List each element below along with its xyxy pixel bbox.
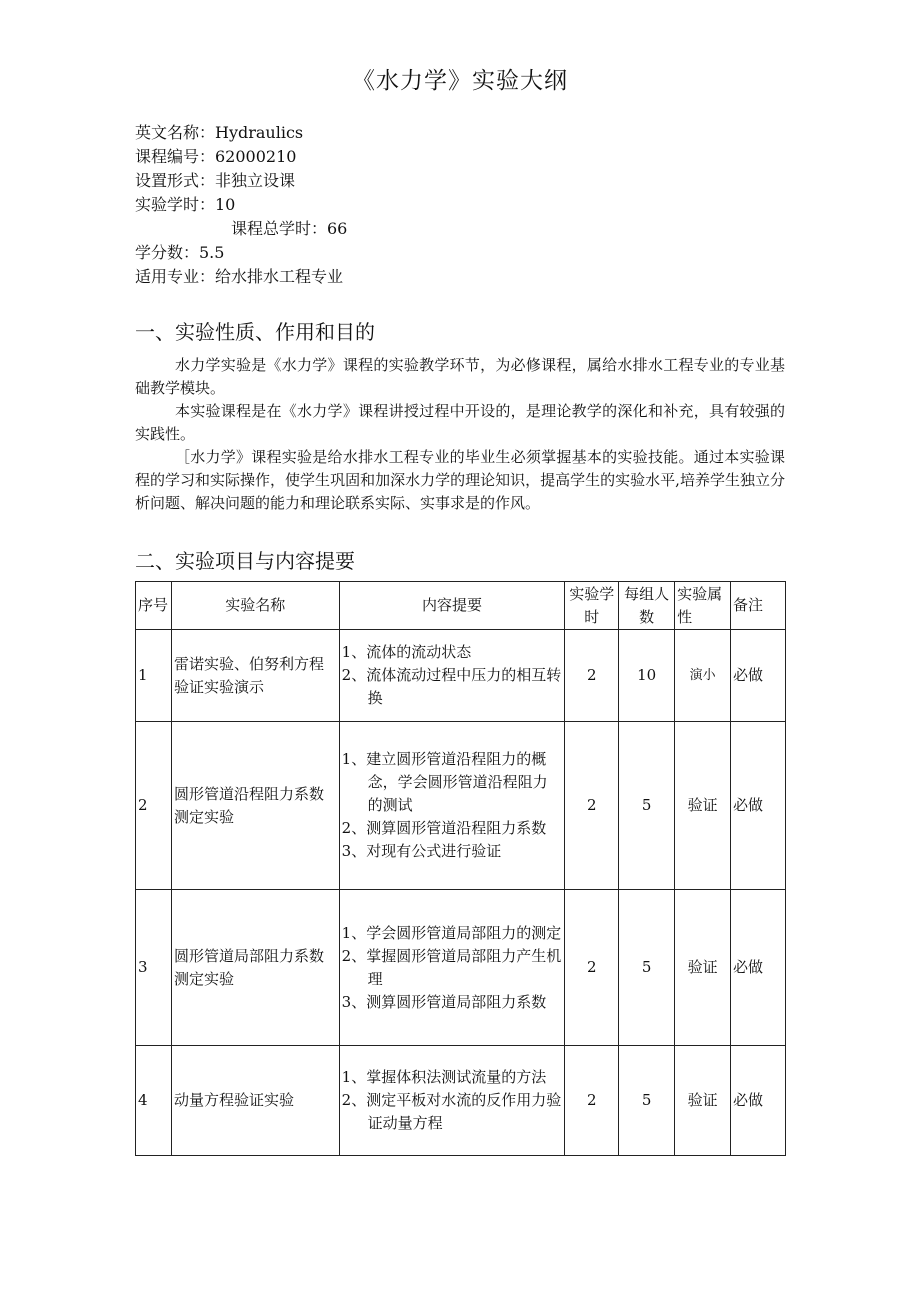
remark-cell: 必做 <box>731 630 786 722</box>
remark-cell: 必做 <box>731 1046 786 1156</box>
experiment-name: 雷诺实验、伯努利方程验证实验演示 <box>171 630 339 722</box>
experiment-hours-cell: 2 <box>565 1046 619 1156</box>
content-item: 2、测定平板对水流的反作用力验证动量方程 <box>341 1091 562 1132</box>
table-row <box>136 890 786 1046</box>
group-size-cell: 5 <box>619 890 675 1046</box>
row-number: 4 <box>136 1046 172 1156</box>
table-row <box>136 722 786 890</box>
experiment-hours-cell: 2 <box>565 890 619 1046</box>
header-cell: 备注 <box>731 582 786 630</box>
content-item: 1、掌握体积法测试流量的方法 <box>341 1068 547 1086</box>
row-number: 2 <box>136 722 172 890</box>
paragraph: 水力学实验是《水力学》课程的实验教学环节，为必修课程，属给水排水工程专业的专业基础教学模块。 <box>135 356 785 397</box>
content-item: 3、测算圆形管道局部阻力系数 <box>341 992 547 1011</box>
experiment-name: 动量方程验证实验 <box>171 1046 339 1156</box>
content-item: 2、测算圆形管道沿程阻力系数 <box>341 819 547 837</box>
content-item: 2、流体流动过程中压力的相互转换 <box>341 666 562 707</box>
content-item: 3、对现有公式进行验证 <box>341 842 502 860</box>
experiment-attribute-cell: 验证 <box>675 722 731 890</box>
content-item: 1、建立圆形管道沿程阻力的概念，学会圆形管道沿程阻力的测试 <box>341 750 548 814</box>
header-cell: 每组人数 <box>619 582 675 630</box>
table-row <box>136 1046 786 1156</box>
content-summary <box>339 1046 565 1156</box>
setting-form: 设置形式：非独立设课 <box>135 171 296 190</box>
header-cell: 内容提要 <box>339 582 565 630</box>
paragraph: ［水力学》课程实验是给水排水工程专业的毕业生必须掌握基本的实验技能。通过本实验课程的学习和实际操作，使学生巩固和加深水力学的理论知识，提高学生的实验水平,培养学生独立分析问题、解决问题的能力和理论联系实际、实事求是的作风。 <box>135 448 785 512</box>
applicable-major: 适用专业：给水排水工程专业 <box>135 267 344 286</box>
header-cell: 实验属性 <box>675 582 731 630</box>
course-code: 课程编号：62000210 <box>135 147 297 166</box>
content-summary <box>339 722 565 890</box>
header-cell: 实验学时 <box>565 582 619 630</box>
group-size-cell: 5 <box>619 722 675 890</box>
page-title: 《水力学》实验大纲 <box>352 68 568 94</box>
experiment-hours: 实验学时：10 <box>135 195 236 214</box>
paragraph: 本实验课程是在《水力学》课程讲授过程中开设的，是理论教学的深化和补充，具有较强的实践性。 <box>135 402 785 443</box>
experiment-hours-cell: 2 <box>565 722 619 890</box>
table-header-row <box>136 582 786 630</box>
section-2-heading: 二、实验项目与内容提要 <box>135 549 355 573</box>
course-info <box>135 121 347 289</box>
content-summary <box>339 630 565 722</box>
experiment-hours-cell: 2 <box>565 630 619 722</box>
row-number: 3 <box>136 890 172 1046</box>
english-name: 英文名称：Hydraulics <box>135 123 304 142</box>
total-hours: 课程总学时：66 <box>231 219 348 238</box>
experiment-attribute-cell: 演小 <box>675 630 731 722</box>
content-item: 1、学会圆形管道局部阻力的测定 <box>341 923 562 942</box>
row-number: 1 <box>136 630 172 722</box>
experiment-attribute-cell: 验证 <box>675 1046 731 1156</box>
remark-cell: 必做 <box>731 722 786 890</box>
group-size-cell: 5 <box>619 1046 675 1156</box>
content-item: 1、流体的流动状态 <box>341 643 472 661</box>
experiment-name: 圆形管道局部阻力系数测定实验 <box>171 890 339 1046</box>
content-summary <box>339 890 565 1046</box>
experiment-name: 圆形管道沿程阻力系数测定实验 <box>171 722 339 890</box>
header-cell: 实验名称 <box>171 582 339 630</box>
credits: 学分数：5.5 <box>135 243 225 262</box>
section-1-heading: 一、实验性质、作用和目的 <box>135 320 375 344</box>
header-cell: 序号 <box>136 582 172 630</box>
experiment-attribute-cell: 验证 <box>675 890 731 1046</box>
table-row <box>136 630 786 722</box>
group-size-cell: 10 <box>619 630 675 722</box>
remark-cell: 必做 <box>731 890 786 1046</box>
content-item: 2、掌握圆形管道局部阻力产生机理 <box>341 946 562 988</box>
section-1-body <box>135 354 785 515</box>
experiment-table <box>135 581 786 1156</box>
